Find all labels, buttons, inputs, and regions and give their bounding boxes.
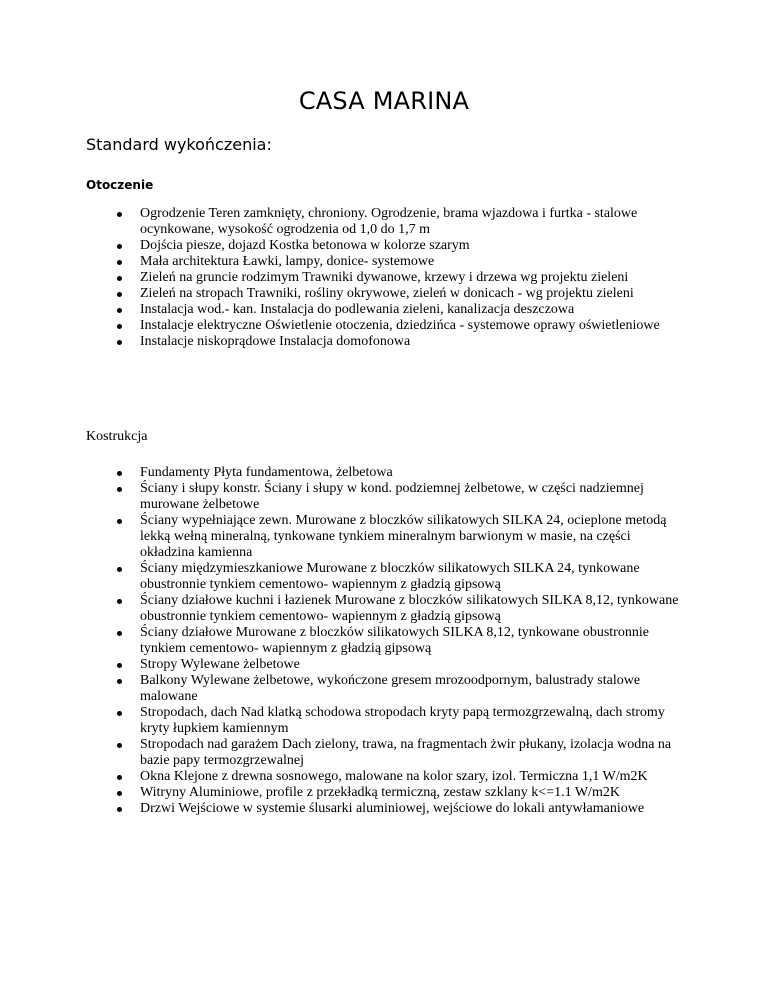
list-item [86,270,668,286]
bullet-icon [117,487,122,492]
list-item [86,318,668,334]
list-item-text: Ściany wypełniające zewn. Murowane z bloczków silikatowych SILKA 24, ocieplone metodą lekką wełną mineralną, tynkowane tynkiem mineralnym barwionym w masie, na części okładzina kamienna [140,513,667,560]
list-item-text: Ściany i słupy konstr. Ściany i słupy w kond. podziemnej żelbetowe, w części nadziemnej murowane żelbetowe [140,481,644,512]
list-item-text: Stropodach nad garażem Dach zielony, trawa, na fragmentach żwir płukany, izolacja wodna na bazie papy termozgrzewalnej [140,737,672,768]
bullet-icon [117,244,122,249]
bullet-icon [117,292,122,297]
list-item [86,481,686,513]
document-title: CASA MARINA [298,87,470,115]
list-item [86,801,686,817]
section-heading-otoczenie: Otoczenie [86,178,154,192]
bullet-icon [117,212,122,217]
bullet-icon [117,663,122,668]
bullet-icon [117,276,122,281]
bullet-icon [117,807,122,812]
list-item-text: Ogrodzenie Teren zamknięty, chroniony. Ogrodzenie, brama wjazdowa i furtka - stalowe ocynkowane, wysokość ogrodzenia od 1,0 do 1,7 m [140,206,638,237]
list-item [86,238,668,254]
list-item [86,206,668,238]
list-item-text: Stropodach, dach Nad klatką schodowa stropodach kryty papą termozgrzewalną, dach stromy kryty łupkiem kamiennym [140,705,665,736]
list-item-text: Ściany międzymieszkaniowe Murowane z bloczków silikatowych SILKA 24, tynkowane obustronnie tynkiem cementowo- wapiennym z gładzią gipsową [140,561,640,592]
list-item-text: Witryny Aluminiowe, profile z przekładką termiczną, zestaw szklany k<=1.1 W/m2K [140,785,620,800]
list-item [86,561,686,593]
list-item-text: Zieleń na stropach Trawniki, rośliny okrywowe, zieleń w donicach - wg projektu zieleni [140,286,634,301]
list-item [86,625,686,657]
section-heading-kostrukcja: Kostrukcja [86,429,148,444]
bullet-icon [117,308,122,313]
list-item-text: Mała architektura Ławki, lampy, donice- systemowe [140,254,435,269]
list-item-text: Instalacja wod.- kan. Instalacja do podlewania zieleni, kanalizacja deszczowa [140,302,575,317]
bullet-icon [117,743,122,748]
list-item [86,673,686,705]
list-item [86,769,686,785]
list-item-text: Stropy Wylewane żelbetowe [140,657,300,672]
bullet-icon [117,599,122,604]
list-item-text: Ściany działowe kuchni i łazienek Murowane z bloczków silikatowych SILKA 8,12, tynkowane obustronnie tynkiem cementowo- wapiennym z gładzią gipsową [140,593,679,624]
document-subtitle: Standard wykończenia: [86,135,272,154]
list-item-text: Fundamenty Płyta fundamentowa, żelbetowa [140,465,393,480]
list-item-text: Ściany działowe Murowane z bloczków silikatowych SILKA 8,12, tynkowane obustronnie tynkiem cementowo- wapiennym z gładzią gipsową [140,625,649,656]
list-item [86,286,668,302]
bullet-icon [117,471,122,476]
bullet-icon [117,519,122,524]
list-item [86,334,668,350]
list-item [86,737,686,769]
bullet-icon [117,711,122,716]
otoczenie-list [86,206,668,350]
list-item-text: Okna Klejone z drewna sosnowego, malowane na kolor szary, izol. Termiczna 1,1 W/m2K [140,769,648,784]
list-item [86,657,686,673]
bullet-icon [117,775,122,780]
bullet-icon [117,340,122,345]
list-item [86,785,686,801]
list-item-text: Dojścia piesze, dojazd Kostka betonowa w kolorze szarym [140,238,470,253]
list-item-text: Zieleń na gruncie rodzimym Trawniki dywanowe, krzewy i drzewa wg projektu zieleni [140,270,629,285]
kostrukcja-list [86,465,686,817]
list-item [86,593,686,625]
list-item [86,302,668,318]
list-item-text: Balkony Wylewane żelbetowe, wykończone gresem mrozoodpornym, balustrady stalowe malowane [140,673,641,704]
bullet-icon [117,567,122,572]
list-item-text: Drzwi Wejściowe w systemie ślusarki aluminiowej, wejściowe do lokali antywłamaniowe [140,801,645,816]
bullet-icon [117,260,122,265]
list-item [86,513,686,561]
bullet-icon [117,631,122,636]
list-item [86,254,668,270]
list-item [86,705,686,737]
list-item-text: Instalacje niskoprądowe Instalacja domofonowa [140,334,411,349]
bullet-icon [117,679,122,684]
bullet-icon [117,324,122,329]
bullet-icon [117,791,122,796]
list-item [86,465,686,481]
list-item-text: Instalacje elektryczne Oświetlenie otoczenia, dziedzińca - systemowe oprawy oświetleniowe [140,318,660,333]
